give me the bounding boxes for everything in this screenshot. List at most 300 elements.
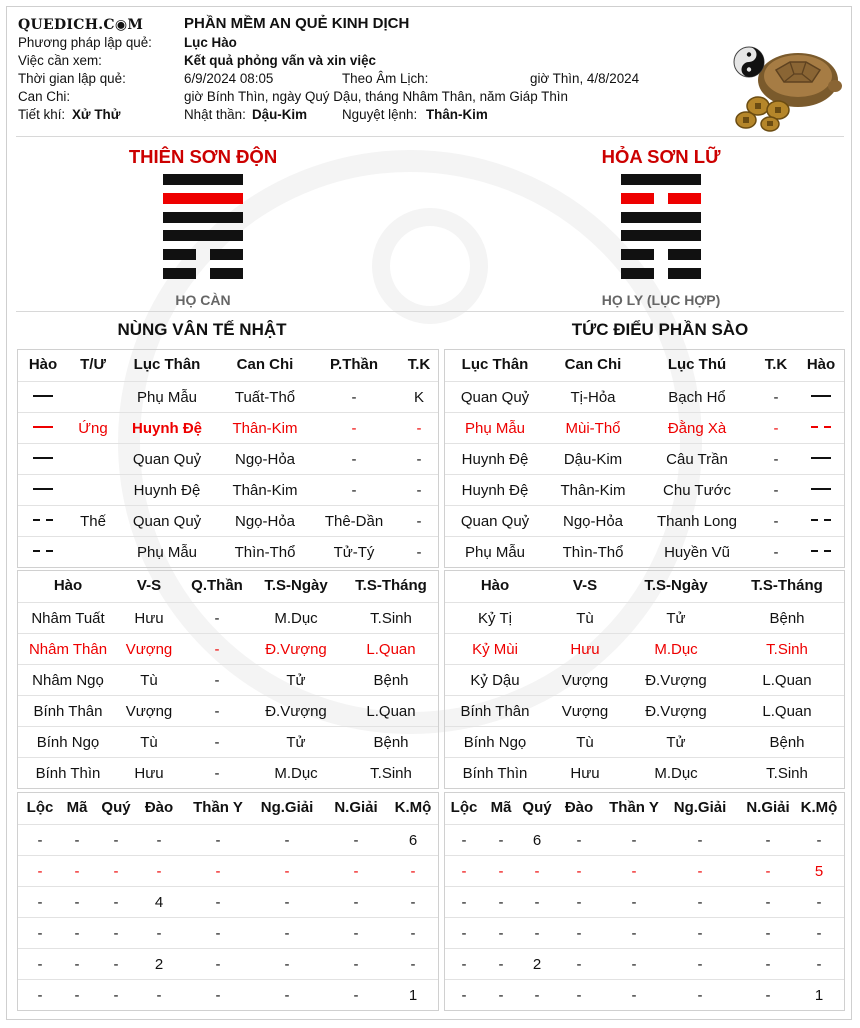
yang-line-icon — [33, 389, 53, 406]
yang-line — [621, 174, 701, 185]
table-cell: T.Sinh — [370, 765, 412, 782]
table-cell: - — [113, 987, 119, 1004]
table-cell: Hưu — [570, 641, 600, 658]
table-cell: Bính Thìn — [35, 765, 101, 782]
table-row — [18, 757, 438, 788]
table-header-row — [18, 793, 438, 824]
table-cell: Quan Quỷ — [460, 513, 530, 530]
table-cell: Bính Thìn — [462, 765, 528, 782]
table-cell: M.Dục — [274, 765, 318, 782]
table-cell: - — [37, 956, 43, 973]
table-cell: Thân-Kim — [560, 482, 626, 499]
yang-line — [163, 174, 243, 185]
table-cell: Đ.Vượng — [265, 703, 327, 720]
yang-line — [163, 193, 243, 204]
yin-line — [163, 268, 243, 279]
table-cell: Thìn-Thổ — [562, 544, 624, 561]
table-cell: T.S-Tháng — [751, 577, 823, 594]
canchi-value: giờ Bính Thìn, ngày Quý Dậu, tháng Nhâm Thân, năm Giáp Thìn — [184, 89, 568, 104]
table-row — [445, 824, 844, 855]
table-cell: M.Dục — [654, 765, 698, 782]
right-line-table — [444, 349, 845, 568]
table-cell: Thần Y — [193, 799, 243, 816]
table-cell: Tù — [576, 734, 594, 751]
table-cell: Tử — [666, 610, 686, 627]
table-cell: Dậu-Kim — [563, 451, 623, 468]
table-cell: Lục Thú — [667, 356, 727, 373]
table-cell: T.S-Tháng — [355, 577, 427, 594]
table-cell: M.Dục — [274, 610, 318, 627]
yin-line — [621, 249, 701, 260]
lunar-value: giờ Thìn, 4/8/2024 — [530, 71, 640, 86]
table-header-row — [445, 571, 844, 602]
table-cell: - — [773, 513, 779, 530]
table-cell: - — [353, 956, 359, 973]
table-row — [18, 443, 438, 474]
table-cell: - — [74, 894, 80, 911]
table-row — [18, 474, 438, 505]
table-cell: Hào — [28, 356, 58, 373]
table-row — [445, 664, 844, 695]
table-cell: T.Sinh — [370, 610, 412, 627]
table-row — [445, 948, 844, 979]
table-cell: - — [351, 389, 357, 406]
left-hexagram-name: THIÊN SƠN ĐỘN — [128, 146, 278, 167]
table-cell: Mã — [66, 799, 88, 816]
table-cell: - — [765, 894, 771, 911]
time-value: 6/9/2024 08:05 — [184, 71, 274, 86]
table-cell: - — [534, 925, 540, 942]
table-cell: Đằng Xà — [667, 420, 727, 437]
table-cell: - — [113, 863, 119, 880]
table-cell: - — [353, 832, 359, 849]
purpose-label: Việc cần xem: — [18, 53, 102, 68]
nhatthan-label: Nhật thần: — [184, 107, 246, 122]
left-star-table — [17, 792, 439, 1011]
table-cell: - — [498, 925, 504, 942]
table-cell: Q.Thần — [191, 577, 243, 594]
table-cell: - — [697, 894, 703, 911]
yin-line-icon — [811, 544, 831, 561]
table-row — [18, 381, 438, 412]
table-cell: - — [461, 956, 467, 973]
table-cell: - — [410, 863, 416, 880]
yin-line — [621, 268, 701, 279]
table-cell: - — [284, 925, 290, 942]
table-cell: 6 — [408, 832, 418, 849]
table-cell: Huynh Đệ — [461, 451, 529, 468]
watermark-dot — [372, 208, 488, 324]
table-cell: - — [215, 987, 221, 1004]
left-subtitle: NÙNG VÂN TẾ NHẬT — [117, 320, 287, 339]
left-strength-table — [17, 570, 439, 789]
right-subtitle: TỨC ĐIỂU PHẦN SÀO — [571, 320, 749, 339]
table-cell: - — [37, 925, 43, 942]
table-cell: L.Quan — [366, 703, 416, 720]
table-header-row — [445, 350, 844, 381]
table-cell: Nhâm Tuất — [31, 610, 105, 627]
table-row — [445, 602, 844, 633]
table-cell: - — [773, 451, 779, 468]
table-cell: Hưu — [134, 610, 164, 627]
table-cell: L.Quan — [762, 672, 812, 689]
table-cell: - — [284, 987, 290, 1004]
table-cell: 4 — [154, 894, 164, 911]
table-row — [445, 917, 844, 948]
table-cell: Thần Y — [609, 799, 659, 816]
table-cell: Kỷ Mùi — [472, 641, 518, 658]
table-cell: Bệnh — [373, 672, 409, 689]
table-cell: T.K — [764, 356, 788, 373]
table-cell: Bính Thân — [33, 703, 103, 720]
divider — [16, 136, 844, 137]
canchi-label: Can Chi: — [18, 89, 71, 104]
table-cell: - — [284, 956, 290, 973]
table-cell: - — [353, 925, 359, 942]
table-cell: - — [773, 482, 779, 499]
yang-line — [621, 230, 701, 241]
table-cell: - — [74, 863, 80, 880]
table-cell: T.Sinh — [766, 641, 808, 658]
table-cell: - — [37, 894, 43, 911]
table-cell: - — [410, 956, 416, 973]
table-header-row — [18, 350, 438, 381]
table-cell: - — [816, 832, 822, 849]
table-cell: Đ.Vượng — [645, 672, 707, 689]
yin-line-icon — [811, 513, 831, 530]
left-family: HỌ CÀN — [175, 292, 231, 308]
table-row — [445, 412, 844, 443]
table-cell: - — [351, 482, 357, 499]
table-cell: - — [416, 544, 422, 561]
table-cell: - — [74, 925, 80, 942]
table-cell: - — [215, 894, 221, 911]
table-cell: Huynh Đệ — [133, 482, 201, 499]
table-row — [445, 474, 844, 505]
table-cell: Hưu — [570, 765, 600, 782]
table-row — [445, 381, 844, 412]
table-cell: L.Quan — [366, 641, 416, 658]
table-cell: - — [576, 956, 582, 973]
table-cell: - — [351, 451, 357, 468]
table-cell: Hào — [53, 577, 83, 594]
table-row — [445, 443, 844, 474]
table-cell: Hào — [480, 577, 510, 594]
tietkhi-label: Tiết khí: — [18, 107, 66, 122]
table-cell: Quý — [101, 799, 131, 816]
table-row — [445, 886, 844, 917]
table-cell: Thanh Long — [656, 513, 738, 530]
table-cell: Vượng — [561, 703, 609, 720]
table-row — [18, 602, 438, 633]
yin-line — [163, 249, 243, 260]
yin-line-icon — [33, 513, 53, 530]
table-cell: N.Giải — [334, 799, 378, 816]
nhatthan-value: Dậu-Kim — [252, 107, 308, 122]
table-cell: Tử-Tý — [333, 544, 375, 561]
table-row — [18, 824, 438, 855]
table-row — [18, 948, 438, 979]
table-cell: Can Chi — [236, 356, 294, 373]
table-cell: Tử — [286, 734, 306, 751]
table-cell: Thân-Kim — [232, 420, 298, 437]
table-cell: 1 — [814, 987, 824, 1004]
table-cell: - — [410, 925, 416, 942]
table-cell: - — [773, 389, 779, 406]
table-cell: - — [214, 641, 220, 658]
table-cell: - — [74, 832, 80, 849]
table-cell: - — [816, 894, 822, 911]
table-row — [445, 726, 844, 757]
yin-line-icon — [33, 544, 53, 561]
table-cell: P.Thần — [329, 356, 379, 373]
table-cell: - — [765, 925, 771, 942]
yang-line-icon — [33, 451, 53, 468]
table-cell: Thế — [80, 513, 106, 530]
table-cell: - — [631, 956, 637, 973]
yang-line — [163, 230, 243, 241]
right-hexagram — [621, 174, 701, 287]
purpose-value: Kết quả phỏng vấn và xin việc — [184, 53, 376, 68]
table-cell: Huyền Vũ — [664, 544, 730, 561]
method-label: Phương pháp lập quẻ: — [18, 35, 152, 50]
table-cell: - — [416, 451, 422, 468]
table-cell: Bính Ngọ — [36, 734, 100, 751]
table-cell: - — [498, 956, 504, 973]
table-row — [18, 855, 438, 886]
yang-line-icon — [811, 389, 831, 406]
table-cell: - — [697, 832, 703, 849]
table-cell: Câu Trần — [666, 451, 728, 468]
table-cell: - — [765, 832, 771, 849]
table-cell: - — [214, 734, 220, 751]
table-cell: - — [498, 894, 504, 911]
table-cell: Ngọ-Hỏa — [562, 513, 624, 530]
table-cell: - — [353, 987, 359, 1004]
table-cell: Huynh Đệ — [131, 420, 203, 437]
table-cell: Ứng — [78, 420, 108, 437]
table-cell: - — [416, 420, 422, 437]
table-cell: - — [765, 987, 771, 1004]
app-title: PHẦN MỀM AN QUẺ KINH DỊCH — [184, 15, 410, 32]
yin-line-icon — [811, 420, 831, 437]
table-cell: - — [410, 894, 416, 911]
table-cell: - — [498, 987, 504, 1004]
table-cell: - — [156, 863, 162, 880]
table-cell: M.Dục — [654, 641, 698, 658]
table-cell: - — [765, 863, 771, 880]
table-cell: - — [576, 832, 582, 849]
table-cell: Kỷ Dậu — [470, 672, 520, 689]
table-cell: Nhâm Ngọ — [32, 672, 104, 689]
table-cell: - — [215, 832, 221, 849]
table-cell: - — [631, 832, 637, 849]
lunar-label: Theo Âm Lịch: — [342, 71, 429, 86]
table-cell: Kỷ Tị — [478, 610, 512, 627]
table-cell: Phụ Mẫu — [136, 389, 198, 406]
right-hexagram-name: HỎA SƠN LỮ — [601, 146, 721, 167]
table-cell: Phụ Mẫu — [136, 544, 198, 561]
table-row — [445, 979, 844, 1010]
left-line-table — [17, 349, 439, 568]
right-star-table — [444, 792, 845, 1011]
table-cell: Mã — [490, 799, 512, 816]
right-family: HỌ LY (LỤC HỢP) — [601, 292, 721, 308]
table-cell: Tử — [666, 734, 686, 751]
table-cell: - — [74, 987, 80, 1004]
table-cell: Đ.Vượng — [645, 703, 707, 720]
table-cell: Bính Thân — [460, 703, 530, 720]
table-cell: - — [498, 863, 504, 880]
table-cell: T.K — [407, 356, 431, 373]
table-cell: - — [351, 420, 357, 437]
table-cell: T.Sinh — [766, 765, 808, 782]
table-row — [18, 695, 438, 726]
table-row — [445, 695, 844, 726]
table-cell: Bính Ngọ — [463, 734, 527, 751]
table-row — [445, 505, 844, 536]
table-cell: Quan Quỷ — [132, 451, 202, 468]
table-cell: Vượng — [125, 703, 173, 720]
table-cell: - — [631, 987, 637, 1004]
table-cell: 5 — [814, 863, 824, 880]
table-cell: - — [576, 894, 582, 911]
yin-line — [621, 193, 701, 204]
table-cell: Thìn-Thổ — [234, 544, 296, 561]
table-cell: - — [37, 987, 43, 1004]
table-cell: - — [214, 703, 220, 720]
table-cell: Lục Thân — [461, 356, 529, 373]
table-cell: 2 — [154, 956, 164, 973]
table-cell: Lục Thân — [133, 356, 201, 373]
table-cell: - — [576, 863, 582, 880]
table-cell: K.Mộ — [394, 799, 432, 816]
table-cell: Ng.Giải — [260, 799, 314, 816]
table-cell: - — [214, 765, 220, 782]
table-row — [445, 633, 844, 664]
table-cell: - — [416, 513, 422, 530]
table-cell: - — [498, 832, 504, 849]
table-cell: - — [461, 894, 467, 911]
header-info — [18, 16, 698, 124]
table-cell: - — [215, 863, 221, 880]
table-row — [18, 886, 438, 917]
table-cell: Nhâm Thân — [28, 641, 108, 658]
table-cell: Phụ Mẫu — [464, 420, 526, 437]
table-cell: - — [353, 894, 359, 911]
table-cell: Lộc — [26, 799, 54, 816]
table-cell: Ngọ-Hỏa — [234, 513, 296, 530]
table-cell: Phụ Mẫu — [464, 544, 526, 561]
table-cell: Tuất-Thổ — [234, 389, 296, 406]
yang-line — [163, 212, 243, 223]
table-header-row — [445, 793, 844, 824]
table-cell: Quý — [522, 799, 552, 816]
turtle-coins-icon — [732, 36, 844, 132]
table-cell: - — [773, 544, 779, 561]
table-cell: - — [156, 925, 162, 942]
table-cell: - — [816, 925, 822, 942]
table-cell: V-S — [136, 577, 162, 594]
table-cell: Bệnh — [769, 610, 805, 627]
table-cell: Vượng — [125, 641, 173, 658]
table-cell: Vượng — [561, 672, 609, 689]
table-row — [18, 979, 438, 1010]
table-cell: Tù — [140, 672, 158, 689]
table-cell: - — [156, 987, 162, 1004]
table-row — [18, 726, 438, 757]
table-cell: Thân-Kim — [232, 482, 298, 499]
table-cell: Lộc — [450, 799, 478, 816]
table-cell: Thê-Dần — [324, 513, 384, 530]
table-cell: Huynh Đệ — [461, 482, 529, 499]
yang-line-icon — [33, 482, 53, 499]
table-cell: - — [113, 956, 119, 973]
table-cell: - — [461, 925, 467, 942]
table-cell: K — [413, 389, 425, 406]
table-cell: Bệnh — [769, 734, 805, 751]
table-cell: - — [284, 863, 290, 880]
nguyetlenh-label: Nguyệt lệnh: — [342, 107, 418, 122]
table-cell: Can Chi — [564, 356, 622, 373]
table-cell: Bệnh — [373, 734, 409, 751]
table-cell: - — [697, 863, 703, 880]
table-cell: 6 — [532, 832, 542, 849]
table-cell: - — [214, 672, 220, 689]
table-cell: - — [765, 956, 771, 973]
table-cell: - — [534, 987, 540, 1004]
table-cell: - — [534, 894, 540, 911]
table-cell: Đào — [564, 799, 594, 816]
time-label: Thời gian lập quẻ: — [18, 71, 126, 86]
table-cell: Quan Quỷ — [132, 513, 202, 530]
nguyetlenh-value: Thân-Kim — [426, 107, 488, 122]
table-cell: K.Mộ — [800, 799, 838, 816]
table-cell: - — [416, 482, 422, 499]
table-cell: - — [353, 863, 359, 880]
yang-line — [621, 212, 701, 223]
tietkhi-value: Xử Thử — [72, 107, 121, 122]
table-row — [445, 855, 844, 886]
table-cell: Hưu — [134, 765, 164, 782]
table-cell: - — [697, 925, 703, 942]
table-cell: T.S-Ngày — [264, 577, 328, 594]
table-row — [18, 412, 438, 443]
table-cell: Ngọ-Hỏa — [234, 451, 296, 468]
table-cell: - — [113, 894, 119, 911]
site-logo[interactable]: QUEDICH.C◉M — [18, 17, 144, 33]
table-cell: - — [74, 956, 80, 973]
table-cell: - — [156, 832, 162, 849]
method-value: Lục Hào — [184, 35, 237, 50]
table-row — [445, 536, 844, 567]
table-cell: Ng.Giải — [673, 799, 727, 816]
table-cell: - — [113, 925, 119, 942]
table-cell: Tử — [286, 672, 306, 689]
table-row — [18, 505, 438, 536]
table-cell: Đ.Vượng — [265, 641, 327, 658]
divider — [16, 311, 844, 312]
table-cell: - — [37, 832, 43, 849]
table-cell: - — [214, 610, 220, 627]
table-cell: Chu Tước — [663, 482, 731, 499]
table-cell: - — [697, 987, 703, 1004]
table-cell: - — [697, 956, 703, 973]
yang-line-icon — [811, 451, 831, 468]
table-cell: - — [576, 987, 582, 1004]
table-cell: Hào — [806, 356, 836, 373]
table-cell: V-S — [572, 577, 598, 594]
